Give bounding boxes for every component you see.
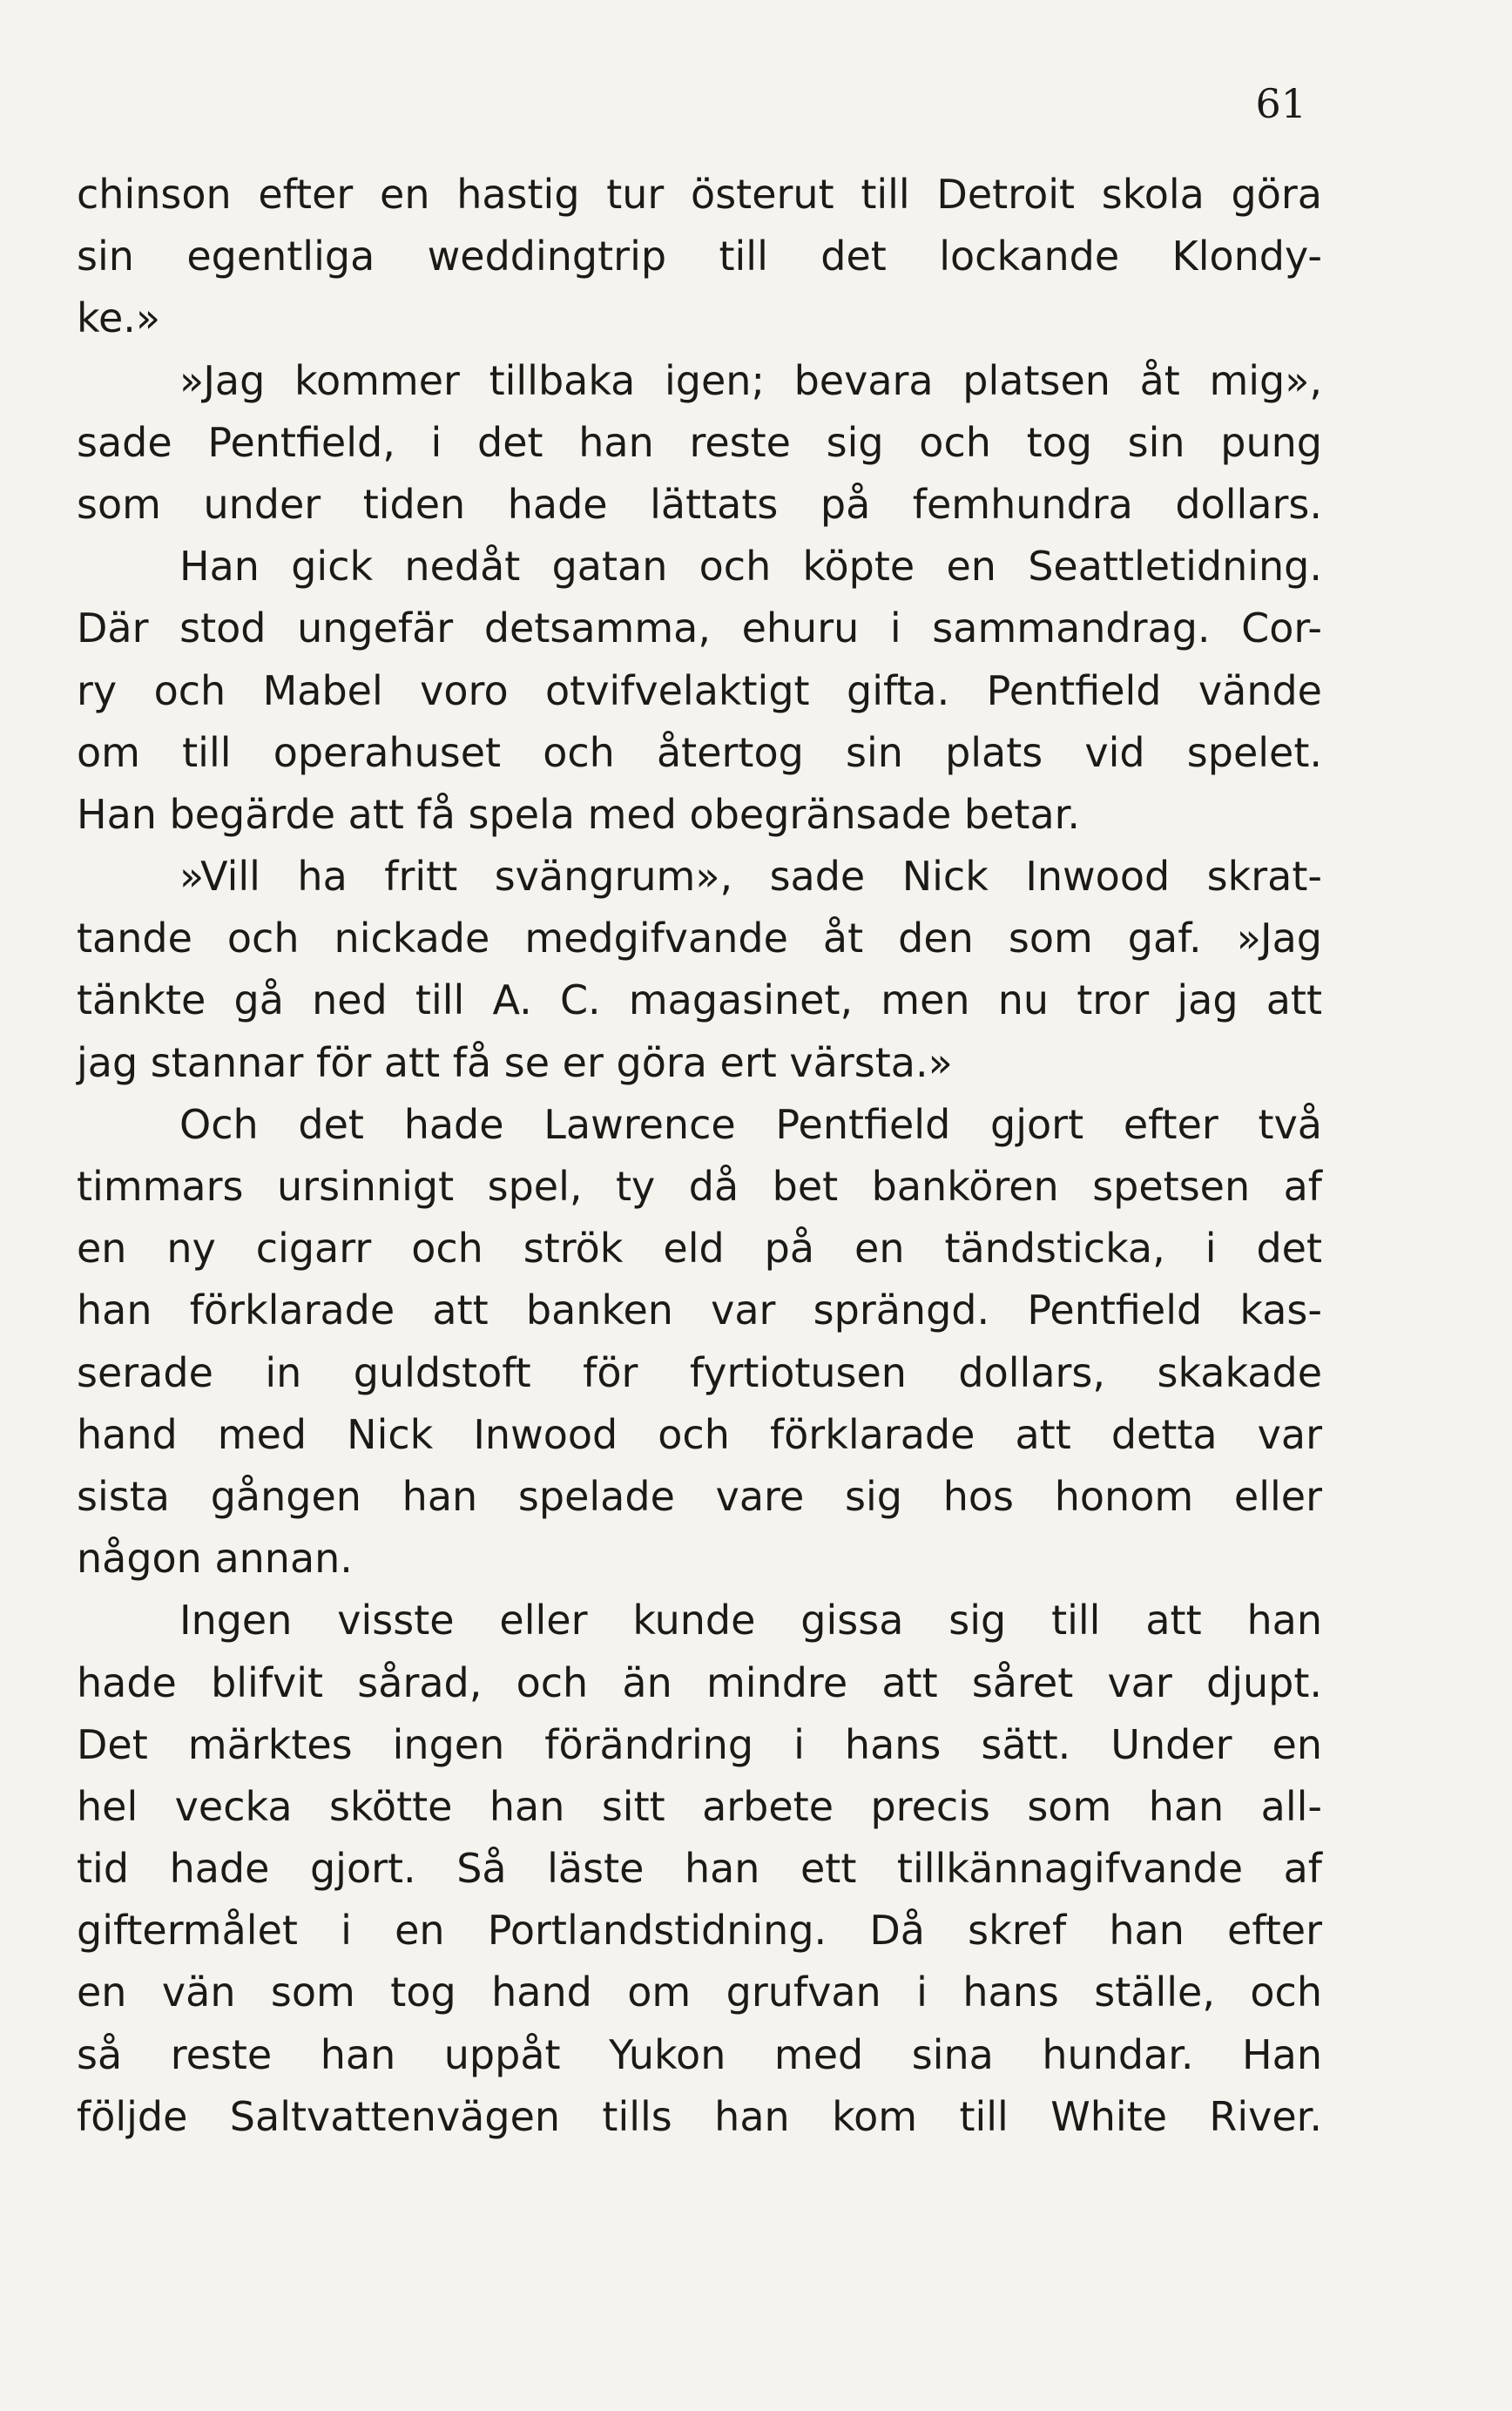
- text-line: timmars ursinnigt spel, ty då bet bankören spetsen af: [77, 1163, 1322, 1210]
- text-line: en vän som tog hand om grufvan i hans ställe, och: [77, 1969, 1322, 2016]
- text-line: någon annan.: [77, 1535, 353, 1583]
- text-line: Ingen visste eller kunde gissa sig till att han: [179, 1597, 1322, 1644]
- text-line: giftermålet i en Portlandstidning. Då skref han efter: [77, 1907, 1322, 1955]
- text-line: om till operahuset och återtog sin plats vid spelet.: [77, 728, 1322, 776]
- text-line: ke.»: [77, 294, 161, 342]
- text-line: som under tiden hade lättats på femhundra dollars.: [77, 480, 1322, 528]
- body-text: [77, 164, 1322, 2148]
- text-line: så reste han uppåt Yukon med sina hundar. Han: [77, 2030, 1322, 2078]
- text-line: sade Pentfield, i det han reste sig och tog sin pung: [77, 418, 1322, 466]
- text-line: en ny cigarr och strök eld på en tändsticka, i det: [77, 1225, 1322, 1273]
- text-line: »Vill ha fritt svängrum», sade Nick Inwood skrat-: [179, 853, 1322, 901]
- text-line: tande och nickade medgifvande åt den som gaf. »Jag: [77, 915, 1322, 962]
- text-line: tänkte gå ned till A. C. magasinet, men nu tror jag att: [77, 976, 1322, 1024]
- text-line: ry och Mabel voro otvifvelaktigt gifta. Pentfield vände: [77, 666, 1322, 714]
- text-line: följde Saltvattenvägen tills han kom till White River.: [77, 2092, 1322, 2140]
- text-line: han förklarade att banken var sprängd. Pentfield kas-: [77, 1287, 1322, 1334]
- text-line: tid hade gjort. Så läste han ett tillkännagifvande af: [77, 1845, 1322, 1893]
- text-line: Han begärde att få spela med obegränsade betar.: [77, 790, 1080, 838]
- page-number: 61: [1255, 80, 1306, 127]
- text-line: sin egentliga weddingtrip till det lockande Klondy-: [77, 233, 1322, 280]
- text-line: serade in guldstoft för fyrtiotusen dollars, skakade: [77, 1348, 1322, 1396]
- text-line: Där stod ungefär detsamma, ehuru i sammandrag. Cor-: [77, 604, 1322, 652]
- text-line: Och det hade Lawrence Pentfield gjort efter två: [179, 1100, 1322, 1148]
- text-line: chinson efter en hastig tur österut till Detroit skola göra: [77, 171, 1322, 218]
- text-line: Han gick nedåt gatan och köpte en Seattletidning.: [179, 543, 1322, 591]
- text-line: »Jag kommer tillbaka igen; bevara platsen åt mig»,: [179, 356, 1322, 404]
- text-line: Det märktes ingen förändring i hans sätt. Under en: [77, 1720, 1322, 1768]
- text-line: hand med Nick Inwood och förklarade att detta var: [77, 1410, 1322, 1458]
- text-line: hade blifvit sårad, och än mindre att såret var djupt.: [77, 1658, 1322, 1706]
- text-line: jag stannar för att få se er göra ert värsta.»: [77, 1038, 953, 1086]
- text-line: hel vecka skötte han sitt arbete precis som han all-: [77, 1782, 1322, 1830]
- text-line: sista gången han spelade vare sig hos honom eller: [77, 1472, 1322, 1520]
